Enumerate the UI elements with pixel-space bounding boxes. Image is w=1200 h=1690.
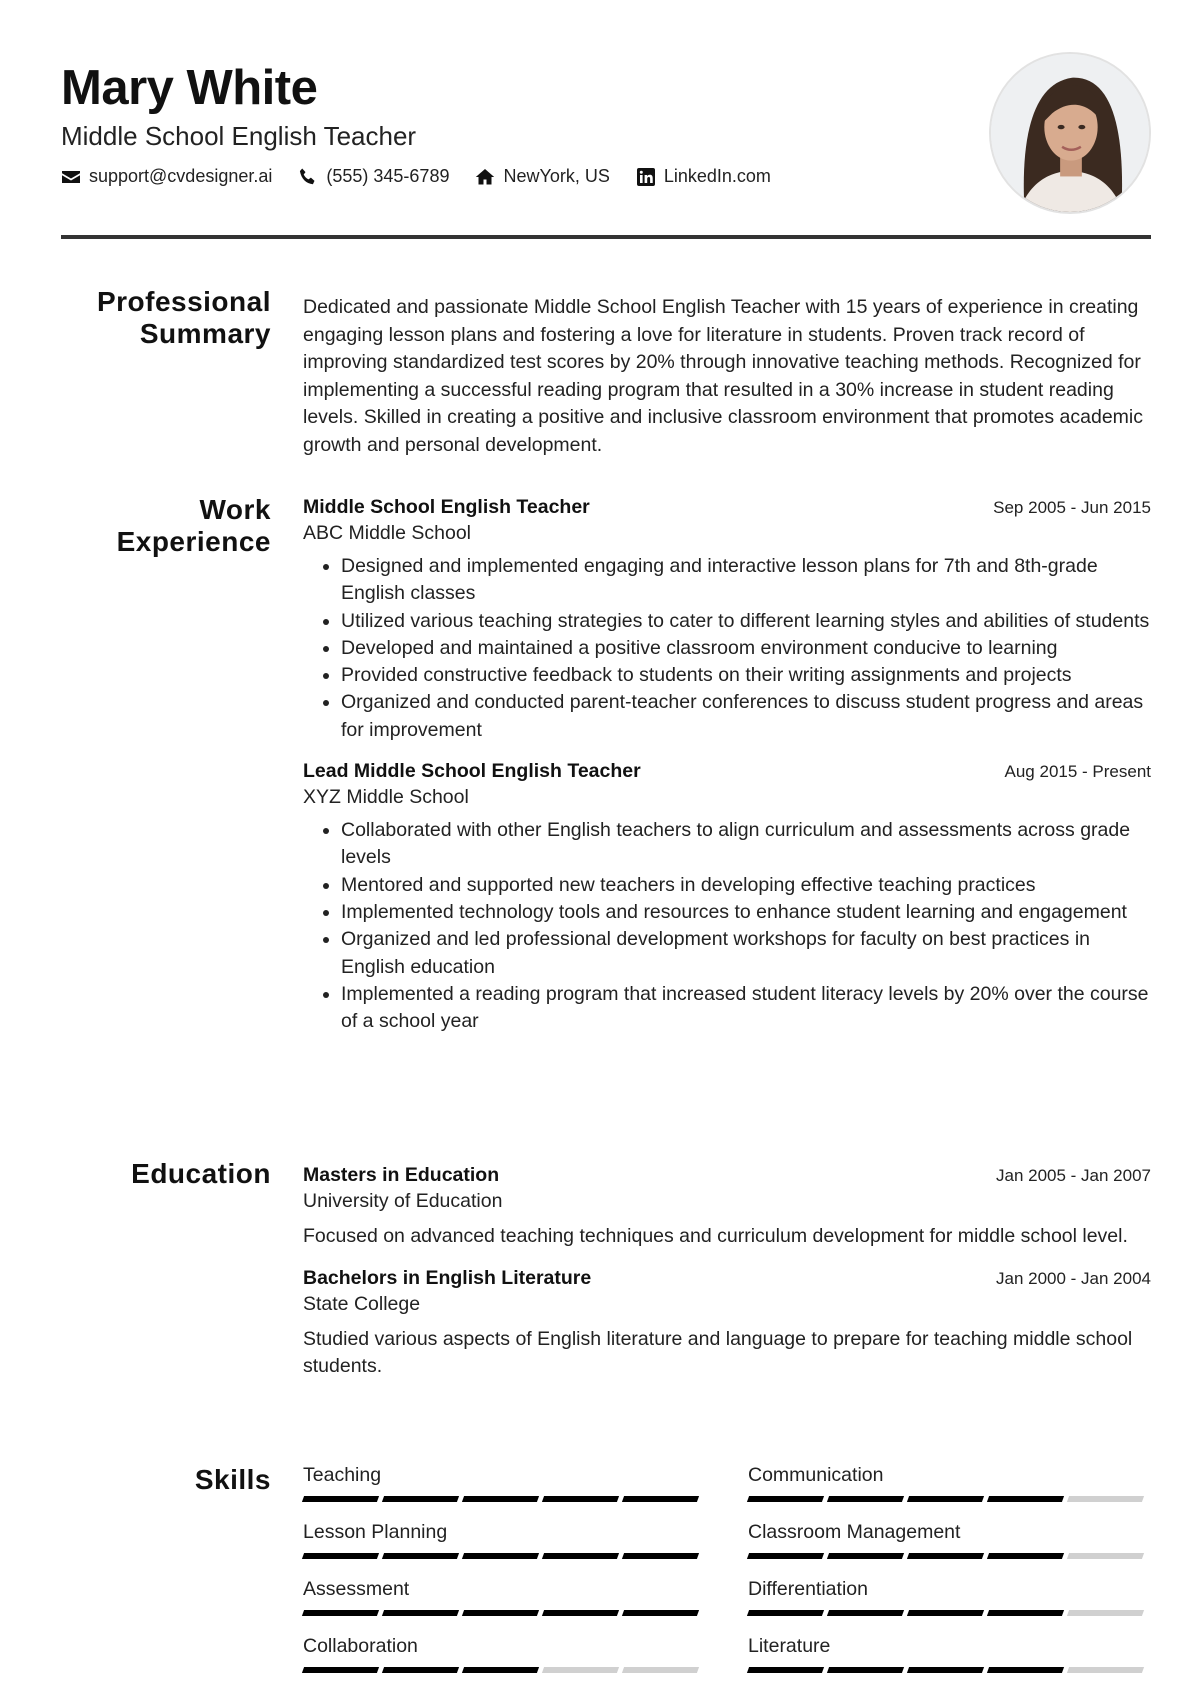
skill-segment-filled (542, 1610, 619, 1616)
skill-segment-filled (987, 1610, 1064, 1616)
skill-item (303, 1576, 701, 1633)
skill-segment-filled (747, 1610, 824, 1616)
skill-segment-filled (827, 1553, 904, 1559)
skill-item (748, 1462, 1146, 1519)
skill-segment-filled (907, 1553, 984, 1559)
skill-level-bar (303, 1667, 701, 1673)
degree-name: Bachelors in English Literature (303, 1266, 592, 1289)
job-bullet: • Provided constructive feedback to students on their writing assignments and projects (341, 662, 1151, 689)
job-dates: Aug 2015 - Present (1004, 762, 1151, 782)
education-dates: Jan 2000 - Jan 2004 (995, 1268, 1151, 1288)
skill-segment-filled (302, 1496, 379, 1502)
job-org: ABC Middle School (303, 522, 471, 544)
candidate-title: Middle School English Teacher (61, 121, 417, 151)
skill-name: Lesson Planning (303, 1521, 448, 1543)
contact-email[interactable] (61, 166, 272, 187)
skill-segment-filled (382, 1667, 459, 1673)
skill-segment-empty (1067, 1667, 1144, 1673)
degree-name: Masters in Education (303, 1164, 500, 1186)
skill-segment-filled (622, 1496, 699, 1502)
job-bullet: • Organized and led professional development workshops for faculty on best practices in English education (341, 926, 1151, 981)
job-dates: Sep 2005 - Jun 2015 (993, 498, 1151, 517)
experience-heading: Work Experience (116, 494, 271, 557)
skill-segment-filled (987, 1553, 1064, 1559)
skill-level-bar (303, 1553, 701, 1559)
skill-item (303, 1462, 701, 1519)
skill-segment-filled (382, 1610, 459, 1616)
skill-segment-filled (907, 1496, 984, 1502)
school-name: State College (303, 1292, 421, 1315)
skill-item (748, 1633, 1146, 1690)
skill-segment-filled (622, 1553, 699, 1559)
skill-segment-filled (747, 1553, 824, 1559)
linkedin-icon (636, 167, 656, 187)
job-bullet: • Mentored and supported new teachers in developing effective teaching practices (341, 872, 1151, 899)
skill-segment-filled (382, 1496, 459, 1502)
skill-segment-filled (987, 1667, 1064, 1673)
skill-name: Differentiation (748, 1578, 868, 1600)
education-dates: Jan 2005 - Jan 2007 (995, 1166, 1151, 1185)
linkedin-text: LinkedIn.com (663, 166, 771, 186)
skills-heading: Skills (194, 1464, 271, 1495)
contact-linkedin[interactable] (636, 166, 771, 187)
job-entry (303, 758, 1151, 1035)
job-bullet: • Collaborated with other English teachers to align curriculum and assessments across grade levels (341, 817, 1151, 872)
header-divider (61, 235, 1151, 239)
skill-name: Classroom Management (748, 1521, 961, 1543)
job-bullet: • Implemented technology tools and resources to enhance student learning and engagement (341, 899, 1151, 926)
job-bullet: • Implemented a reading program that increased student literacy levels by 20% over the course of a school year (341, 981, 1151, 1036)
skill-level-bar (748, 1496, 1146, 1502)
phone-icon (298, 167, 318, 187)
skill-segment-filled (462, 1496, 539, 1502)
skill-level-bar (748, 1610, 1146, 1616)
portrait-illustration (991, 54, 1149, 212)
skill-item (303, 1519, 701, 1576)
education-heading: Education (131, 1158, 271, 1189)
skill-segment-filled (302, 1553, 379, 1559)
skill-segment-filled (462, 1553, 539, 1559)
skill-segment-filled (622, 1610, 699, 1616)
skill-segment-empty (1067, 1610, 1144, 1616)
education-entry (303, 1162, 1151, 1251)
skill-name: Communication (748, 1464, 884, 1486)
skill-item (748, 1519, 1146, 1576)
resume-header (61, 58, 1151, 238)
job-entry (303, 494, 1151, 744)
skill-name: Teaching (303, 1464, 382, 1486)
skill-segment-filled (542, 1496, 619, 1502)
skill-segment-filled (907, 1667, 984, 1673)
skill-segment-empty (1067, 1553, 1144, 1559)
skill-segment-filled (462, 1610, 539, 1616)
skill-item (748, 1576, 1146, 1633)
job-bullet: • Organized and conducted parent-teacher conferences to discuss student progress and areas for improvement (341, 689, 1151, 744)
skill-level-bar (303, 1496, 701, 1502)
education-desc: Studied various aspects of English literature and language to prepare for teaching middle school students. (303, 1327, 1133, 1377)
home-icon (475, 167, 495, 187)
job-role: Lead Middle School English Teacher (303, 760, 641, 783)
job-bullet: • Designed and implemented engaging and interactive lesson plans for 7th and 8th-grade English classes (341, 553, 1151, 608)
candidate-name: Mary White (61, 61, 318, 115)
skill-segment-empty (1067, 1496, 1144, 1502)
skill-name: Assessment (303, 1578, 410, 1600)
skill-name: Literature (748, 1635, 831, 1657)
skill-segment-filled (827, 1610, 904, 1616)
skill-segment-filled (302, 1667, 379, 1673)
contact-bar (61, 166, 1151, 187)
job-bullet: • Developed and maintained a positive classroom environment conducive to learning (341, 635, 1151, 662)
skill-level-bar (748, 1553, 1146, 1559)
skill-segment-filled (747, 1496, 824, 1502)
job-role: Middle School English Teacher (303, 496, 590, 518)
profile-photo (989, 52, 1151, 214)
skill-level-bar (303, 1610, 701, 1616)
summary-text: Dedicated and passionate Middle School English Teacher with 15 years of experience in creating engaging lesson plans and fostering a love for literature in students. Proven track record of improving standardized test scores by 20% through innovative teaching methods. Recognized for implementing a successful reading program that resulted in a 30% increase in student reading levels. Skilled in creating a positive and inclusive classroom environment that promotes academic growth and personal development. (303, 296, 1143, 456)
email-text: support@cvdesigner.ai (89, 166, 273, 186)
skill-segment-filled (747, 1667, 824, 1673)
location-text: NewYork, US (503, 166, 610, 186)
skill-level-bar (748, 1667, 1146, 1673)
skill-name: Collaboration (303, 1635, 418, 1657)
school-name: University of Education (303, 1190, 503, 1212)
skill-item (303, 1633, 701, 1690)
envelope-icon (61, 167, 81, 187)
skills-grid (303, 1462, 1151, 1690)
contact-phone[interactable] (298, 166, 449, 187)
job-bullets (303, 553, 1151, 744)
skill-segment-empty (542, 1667, 619, 1673)
skill-segment-filled (987, 1496, 1064, 1502)
job-org: XYZ Middle School (303, 786, 469, 809)
phone-text: (555) 345-6789 (326, 166, 450, 186)
skill-segment-filled (827, 1496, 904, 1502)
skill-segment-filled (462, 1667, 539, 1673)
skill-segment-filled (382, 1553, 459, 1559)
skill-segment-filled (542, 1553, 619, 1559)
education-desc: Focused on advanced teaching techniques and curriculum development for middle school level. (303, 1225, 1128, 1247)
education-entry (303, 1265, 1151, 1381)
skill-segment-filled (302, 1610, 379, 1616)
skill-segment-filled (827, 1667, 904, 1673)
job-bullets (303, 817, 1151, 1035)
job-bullet: • Utilized various teaching strategies to cater to different learning styles and abilities of students (341, 608, 1151, 635)
summary-heading: Professional Summary (96, 286, 271, 349)
skill-segment-empty (622, 1667, 699, 1673)
skill-segment-filled (907, 1610, 984, 1616)
contact-location (475, 166, 609, 187)
